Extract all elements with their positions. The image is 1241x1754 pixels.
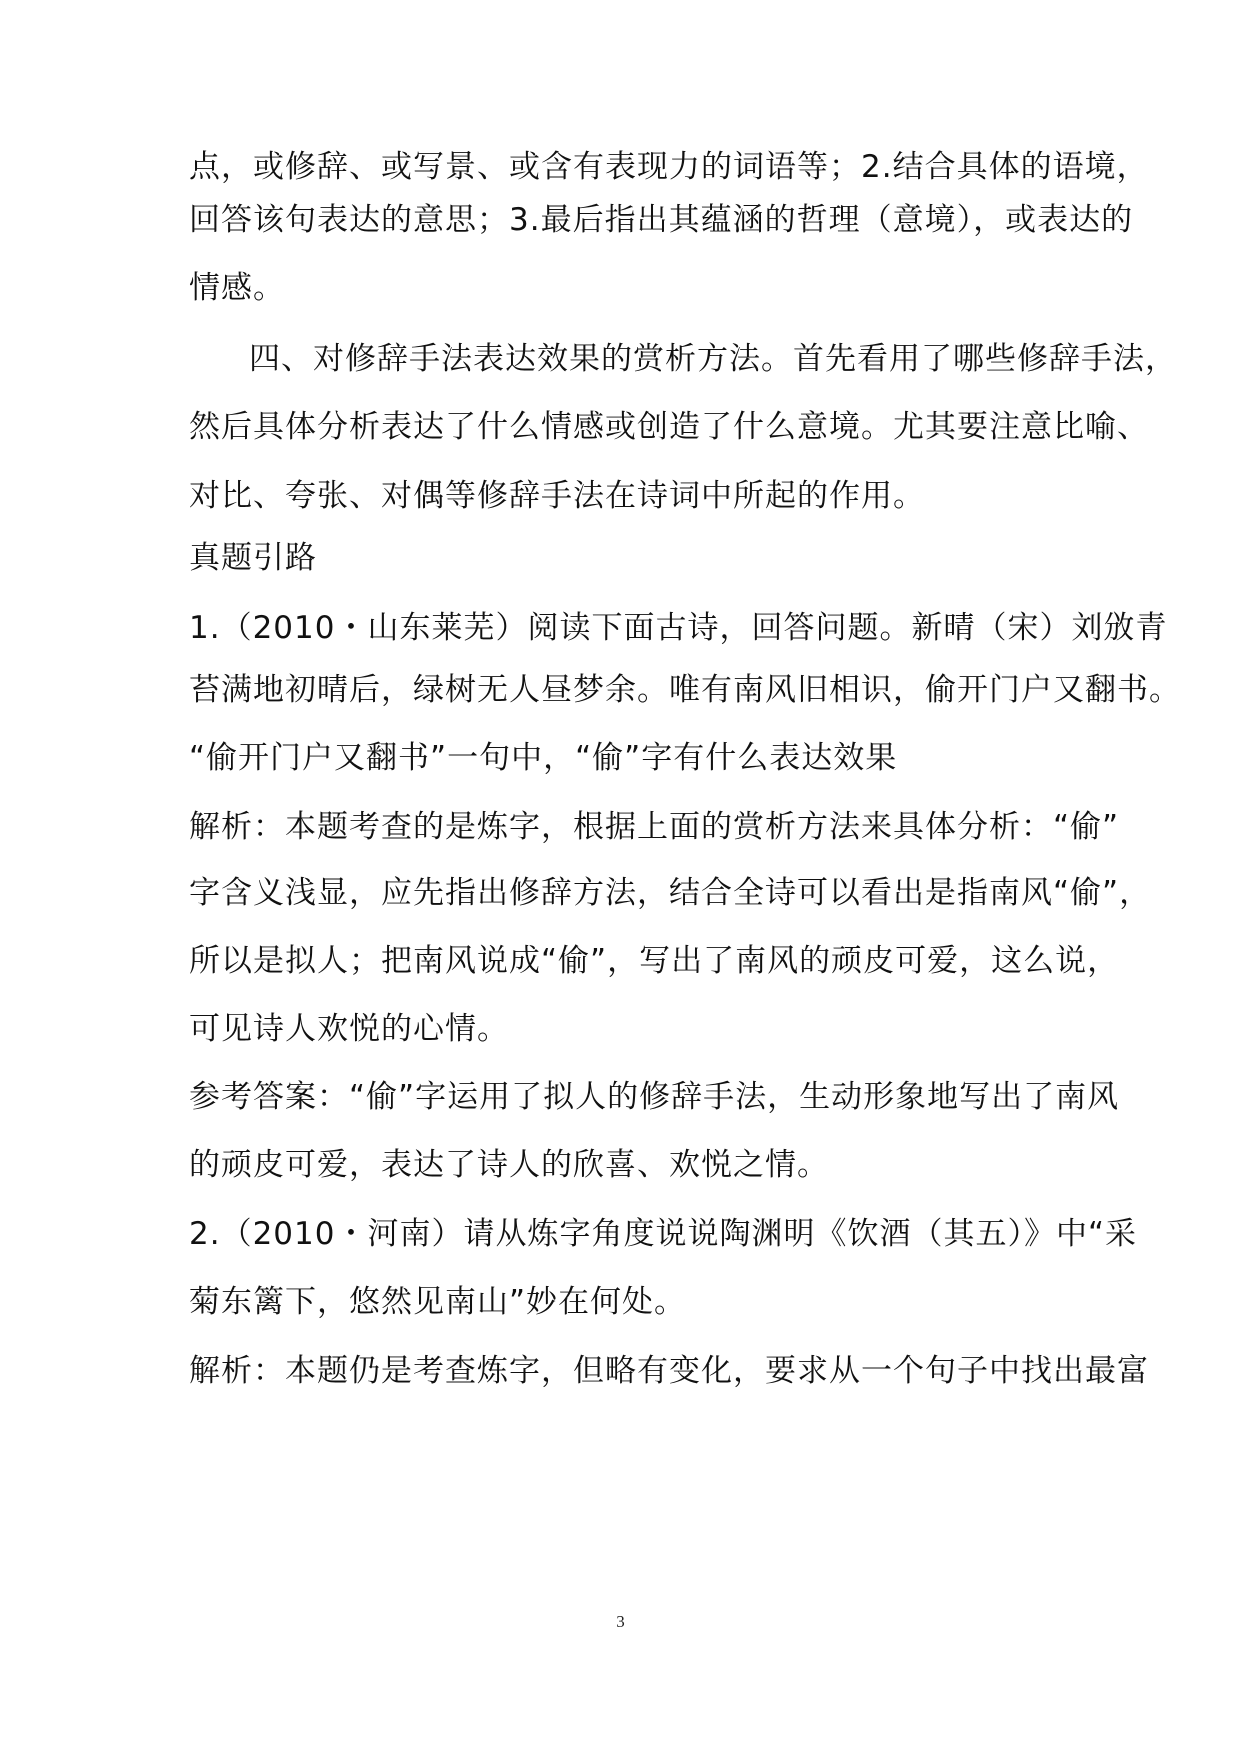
- body-text-line: 对比、夸张、对偶等修辞手法在诗词中所起的作用。: [189, 478, 925, 514]
- answer-line: 参考答案：“偷”字运用了拟人的修辞手法，生动形象地写出了南风: [189, 1079, 1120, 1115]
- analysis-line: 解析：本题仍是考查炼字，但略有变化，要求从一个句子中找出最富: [189, 1353, 1149, 1389]
- answer-line: 的顽皮可爱，表达了诗人的欣喜、欢悦之情。: [189, 1147, 829, 1183]
- question-line: 菊东篱下，悠然见南山”妙在何处。: [189, 1284, 687, 1320]
- analysis-line: 所以是拟人；把南风说成“偷”，写出了南风的顽皮可爱，这么说，: [189, 943, 1120, 979]
- section-title: 真题引路: [189, 540, 317, 576]
- analysis-line: 解析：本题考查的是炼字，根据上面的赏析方法来具体分析：“偷”: [189, 809, 1120, 845]
- body-text-line: 情感。: [189, 270, 285, 306]
- poem-line: 苔满地初晴后，绿树无人昼梦余。唯有南风旧相识，偷开门户又翻书。: [189, 672, 1181, 708]
- analysis-line: 可见诗人欢悦的心情。: [189, 1011, 509, 1047]
- page-number: 3: [616, 1612, 625, 1631]
- body-text-line: 然后具体分析表达了什么情感或创造了什么意境。尤其要注意比喻、: [189, 409, 1149, 445]
- section-heading-paragraph: 四、对修辞手法表达效果的赏析方法。首先看用了哪些修辞手法，: [249, 341, 1177, 377]
- body-text-line: 点，或修辞、或写景、或含有表现力的词语等；2.结合具体的语境，: [189, 149, 1149, 185]
- question-line: 2.（2010・河南）请从炼字角度说说陶渊明《饮酒（其五）》中“采: [189, 1216, 1138, 1252]
- body-text-line: 回答该句表达的意思；3.最后指出其蕴涵的哲理（意境），或表达的: [189, 202, 1134, 238]
- question-line: “偷开门户又翻书”一句中，“偷”字有什么表达效果: [189, 740, 898, 776]
- question-line: 1.（2010・山东莱芜）阅读下面古诗，回答问题。新晴（宋）刘攽青: [189, 610, 1168, 646]
- analysis-line: 字含义浅显，应先指出修辞方法，结合全诗可以看出是指南风“偷”，: [189, 875, 1152, 911]
